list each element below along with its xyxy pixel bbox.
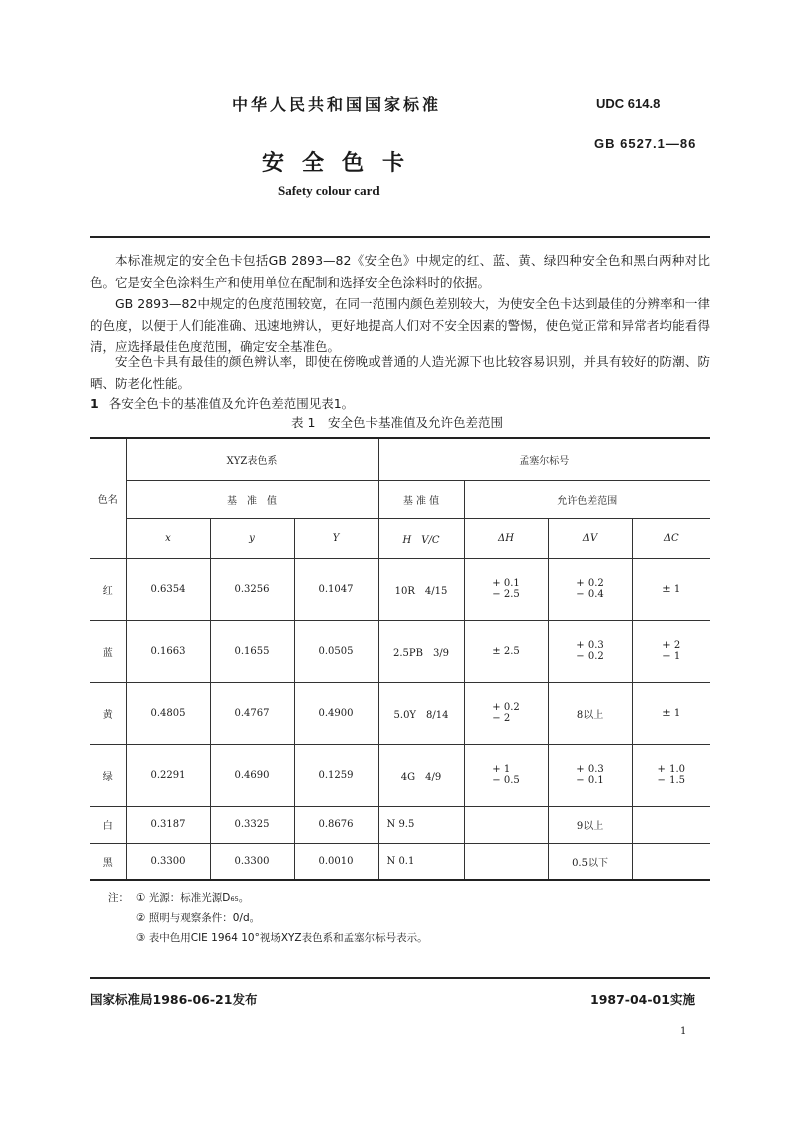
cell-Y: 0.1047 [294, 558, 378, 620]
issue-date: 国家标准局1986-06-21发布 [90, 992, 258, 1007]
cell-delta-c: ± 1 [632, 558, 710, 620]
header-delta-c: ΔC [632, 518, 710, 558]
table-row [90, 744, 710, 806]
cell-name: 白 [90, 806, 126, 843]
issuing-org-heading: 中华人民共和国国家标准 [232, 95, 442, 114]
cell-x: 0.6354 [126, 558, 210, 620]
header-tolerance: 允许色差范围 [464, 480, 710, 518]
header-base-munsell: 基 准 值 [378, 480, 464, 518]
note-1: ① 光源：标准光源D₆₅。 [136, 892, 250, 904]
table-notes [108, 888, 428, 948]
cell-y: 0.3256 [210, 558, 294, 620]
cell-delta-v: 9以上 [548, 806, 632, 843]
cell-name: 黑 [90, 843, 126, 880]
header-base-xyz: 基 准 值 [126, 480, 378, 518]
note-2: ② 照明与观察条件：0/d。 [136, 912, 261, 924]
header-y: y [210, 518, 294, 558]
table-row [90, 682, 710, 744]
cell-Y: 0.1259 [294, 744, 378, 806]
intro-paragraph-3: 安全色卡具有最佳的颜色辨认率，即使在傍晚或普通的人造光源下也比较容易识别，并具有较好的防潮、防晒、防老化性能。 [90, 354, 710, 391]
notes-lead: 注： [108, 892, 129, 904]
cell-y: 0.3325 [210, 806, 294, 843]
header-Y: Y [294, 518, 378, 558]
cell-y: 0.3300 [210, 843, 294, 880]
cell-delta-v: 8以上 [548, 682, 632, 744]
cell-delta-c: ± 1 [632, 682, 710, 744]
cell-hvc: N 9.5 [378, 806, 464, 843]
header-delta-v: ΔV [548, 518, 632, 558]
footer-rule [90, 977, 710, 979]
note-3: ③ 表中色用CIE 1964 10°视场XYZ表色系和孟塞尔标号表示。 [136, 932, 428, 944]
udc-number: UDC 614.8 [596, 96, 661, 111]
cell-y: 0.4690 [210, 744, 294, 806]
table-caption: 表 1 安全色卡基准值及允许色差范围 [291, 415, 503, 430]
cell-x: 0.1663 [126, 620, 210, 682]
cell-name: 绿 [90, 744, 126, 806]
cell-name: 黄 [90, 682, 126, 744]
cell-delta-c: + 2 − 1 [632, 620, 710, 682]
cell-hvc: 2.5PB 3/9 [378, 620, 464, 682]
header-hvc: H V/C [378, 518, 464, 558]
clause-1 [90, 394, 354, 412]
cell-delta-h: + 0.1 − 2.5 [464, 558, 548, 620]
cell-y: 0.4767 [210, 682, 294, 744]
cell-x: 0.3300 [126, 843, 210, 880]
cell-delta-v: 0.5以下 [548, 843, 632, 880]
header-color-name: 色名 [90, 438, 126, 558]
cell-delta-h [464, 806, 548, 843]
cell-x: 0.3187 [126, 806, 210, 843]
cell-delta-c: + 1.0 − 1.5 [632, 744, 710, 806]
color-card-table [90, 437, 710, 881]
cell-delta-h [464, 843, 548, 880]
cell-delta-h: ± 2.5 [464, 620, 548, 682]
cell-Y: 0.0505 [294, 620, 378, 682]
cell-Y: 0.0010 [294, 843, 378, 880]
intro-paragraph-2: GB 2893—82中规定的色度范围较宽，在同一范围内颜色差别较大，为使安全色卡达到最佳的分辨率和一律的色度，以便于人们能准确、迅速地辨认，更好地提高人们对不安全因素的警惕，使色觉正常和异常者均能看得清，应选择最佳色度范围，确定安全基准色。 [90, 296, 710, 354]
cell-y: 0.1655 [210, 620, 294, 682]
header-rule [90, 236, 710, 238]
clause-text: 各安全色卡的基准值及允许色差范围见表1。 [108, 396, 355, 411]
cell-delta-c [632, 806, 710, 843]
cell-name: 蓝 [90, 620, 126, 682]
cell-delta-v: + 0.2 − 0.4 [548, 558, 632, 620]
cell-Y: 0.8676 [294, 806, 378, 843]
table-row [90, 843, 710, 880]
cell-delta-h: + 0.2 − 2 [464, 682, 548, 744]
cell-name: 红 [90, 558, 126, 620]
document-title-cn: 安全色卡 [262, 151, 423, 176]
cell-Y: 0.4900 [294, 682, 378, 744]
cell-hvc: 4G 4/9 [378, 744, 464, 806]
header-x: x [126, 518, 210, 558]
cell-hvc: 5.0Y 8/14 [378, 682, 464, 744]
clause-number: 1 [90, 396, 99, 411]
cell-delta-c [632, 843, 710, 880]
cell-hvc: N 0.1 [378, 843, 464, 880]
cell-x: 0.2291 [126, 744, 210, 806]
document-title-en: Safety colour card [278, 183, 380, 198]
cell-delta-h: + 1 − 0.5 [464, 744, 548, 806]
header-munsell: 孟塞尔标号 [378, 438, 710, 480]
cell-delta-v: + 0.3 − 0.1 [548, 744, 632, 806]
cell-delta-v: + 0.3 − 0.2 [548, 620, 632, 682]
table-row [90, 558, 710, 620]
table-row [90, 806, 710, 843]
cell-x: 0.4805 [126, 682, 210, 744]
table-row [90, 620, 710, 682]
intro-paragraph-1: 本标准规定的安全色卡包括GB 2893—82《安全色》中规定的红、蓝、黄、绿四种安全色和黑白两种对比色。它是安全色涂料生产和使用单位在配制和选择安全色涂料时的依据。 [90, 253, 710, 290]
header-xyz: XYZ表色系 [126, 438, 378, 480]
page-number: 1 [680, 1026, 687, 1037]
cell-hvc: 10R 4/15 [378, 558, 464, 620]
effective-date: 1987-04-01实施 [590, 992, 695, 1007]
standard-number: GB 6527.1—86 [594, 136, 697, 151]
header-delta-h: ΔH [464, 518, 548, 558]
